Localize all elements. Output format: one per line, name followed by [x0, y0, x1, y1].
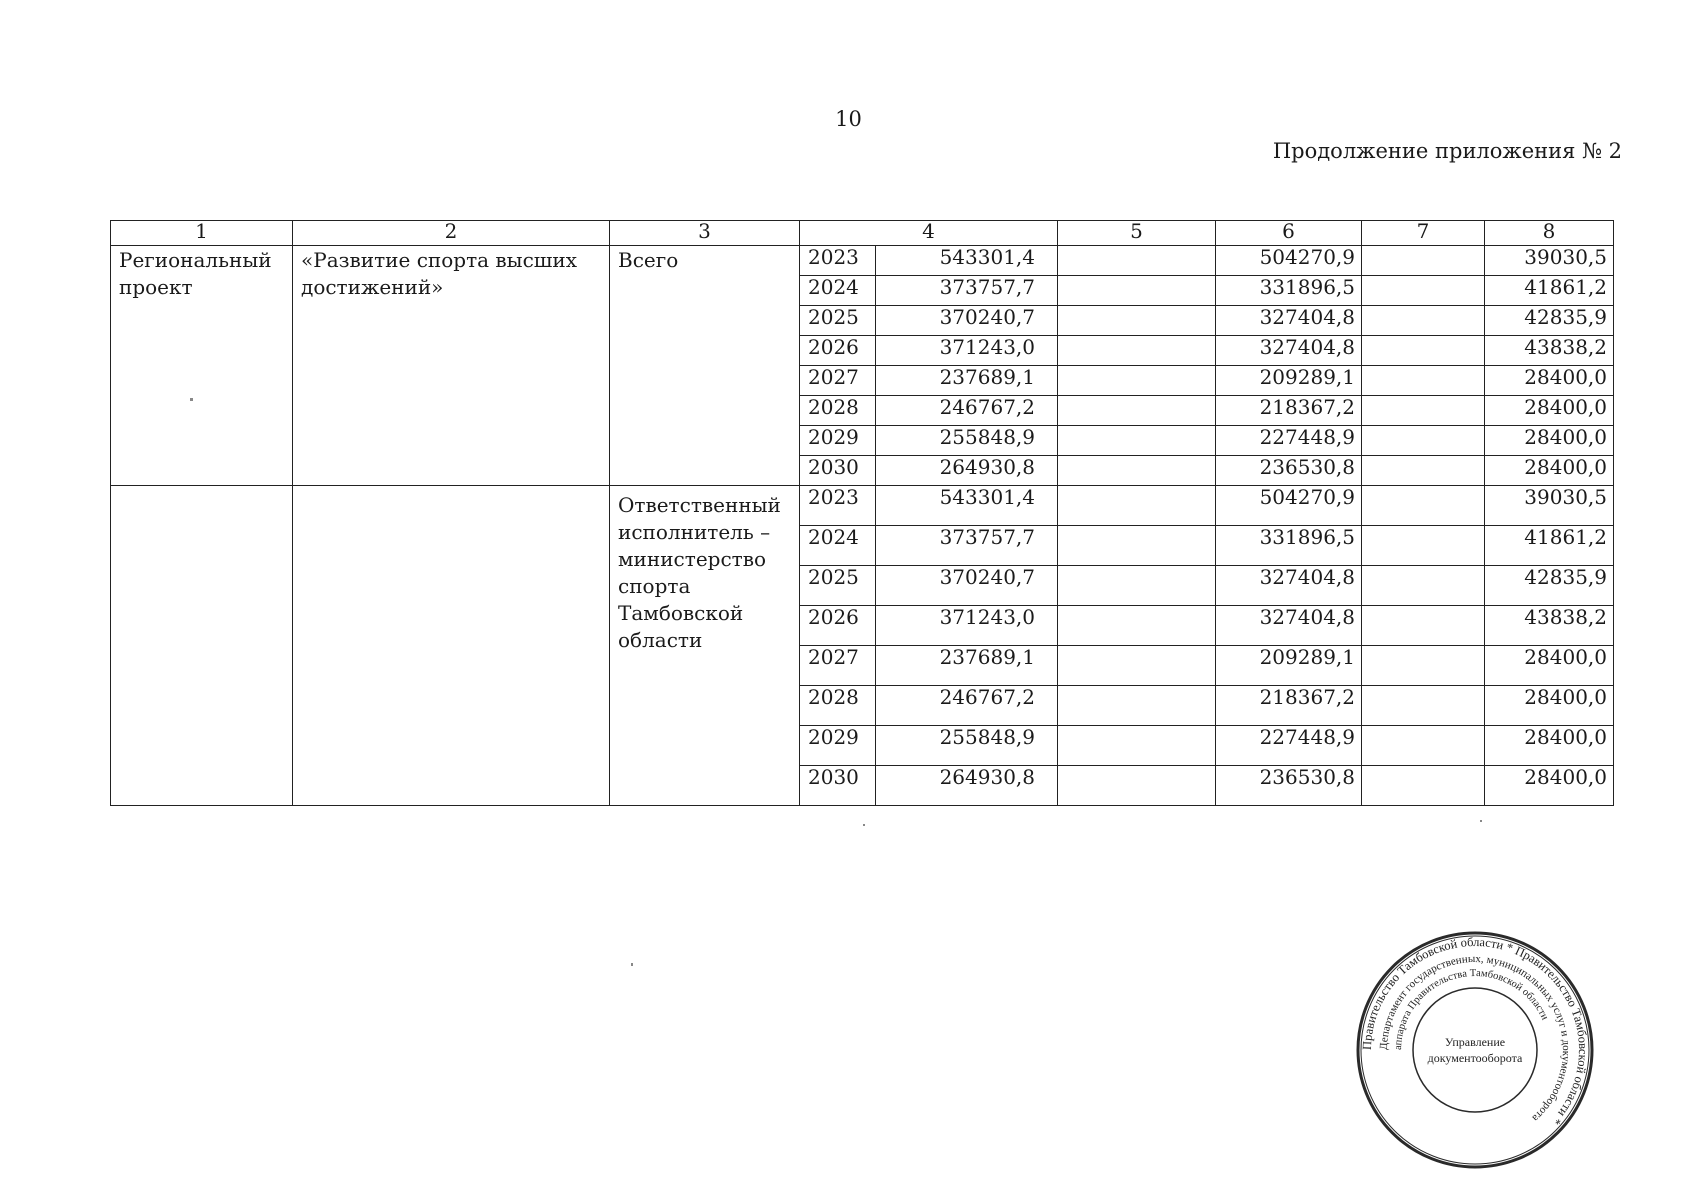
- column8-amount-cell: 28400,0: [1485, 686, 1614, 726]
- column8-amount-cell: 28400,0: [1485, 426, 1614, 456]
- year-cell: 2023: [800, 486, 876, 526]
- year-cell: 2028: [800, 396, 876, 426]
- total-amount-cell: 237689,1: [876, 646, 1058, 686]
- year-cell: 2029: [800, 426, 876, 456]
- column5-cell: [1058, 766, 1216, 806]
- stamp-outer-ring-text: Правительство Тамбовской области * Правительство Тамбовской области *: [1359, 934, 1591, 1128]
- project-type-cell: Региональный проект: [111, 246, 293, 486]
- column-number-cell: 8: [1485, 221, 1614, 246]
- column7-cell: [1362, 456, 1485, 486]
- column8-amount-cell: 28400,0: [1485, 646, 1614, 686]
- column8-amount-cell: 28400,0: [1485, 456, 1614, 486]
- column7-cell: [1362, 646, 1485, 686]
- scan-speck: [190, 398, 193, 401]
- stamp-inner-ring-text: аппарата Правительства Тамбовской области: [1392, 967, 1551, 1051]
- column6-amount-cell: 327404,8: [1216, 336, 1362, 366]
- page-number: 10: [835, 107, 862, 131]
- column5-cell: [1058, 306, 1216, 336]
- column8-amount-cell: 43838,2: [1485, 336, 1614, 366]
- column7-cell: [1362, 566, 1485, 606]
- column5-cell: [1058, 276, 1216, 306]
- year-cell: 2027: [800, 366, 876, 396]
- column7-cell: [1362, 306, 1485, 336]
- year-cell: 2027: [800, 646, 876, 686]
- year-cell: 2026: [800, 606, 876, 646]
- year-cell: 2030: [800, 766, 876, 806]
- column5-cell: [1058, 486, 1216, 526]
- year-cell: 2023: [800, 246, 876, 276]
- column8-amount-cell: 42835,9: [1485, 566, 1614, 606]
- budget-table: [110, 220, 1614, 806]
- column6-amount-cell: 227448,9: [1216, 426, 1362, 456]
- column-number-row: [111, 221, 1614, 246]
- column7-cell: [1362, 686, 1485, 726]
- column8-amount-cell: 41861,2: [1485, 276, 1614, 306]
- column6-amount-cell: 504270,9: [1216, 246, 1362, 276]
- column5-cell: [1058, 726, 1216, 766]
- column6-amount-cell: 327404,8: [1216, 606, 1362, 646]
- column8-amount-cell: 39030,5: [1485, 486, 1614, 526]
- column6-amount-cell: 218367,2: [1216, 396, 1362, 426]
- total-amount-cell: 370240,7: [876, 566, 1058, 606]
- column8-amount-cell: 39030,5: [1485, 246, 1614, 276]
- total-amount-cell: 255848,9: [876, 726, 1058, 766]
- total-amount-cell: 371243,0: [876, 606, 1058, 646]
- column7-cell: [1362, 766, 1485, 806]
- year-cell: 2025: [800, 566, 876, 606]
- column-number-cell: 4: [800, 221, 1058, 246]
- column5-cell: [1058, 606, 1216, 646]
- total-amount-cell: 543301,4: [876, 246, 1058, 276]
- total-amount-cell: 373757,7: [876, 526, 1058, 566]
- column-number-cell: 7: [1362, 221, 1485, 246]
- year-cell: 2028: [800, 686, 876, 726]
- column8-amount-cell: 43838,2: [1485, 606, 1614, 646]
- column7-cell: [1362, 276, 1485, 306]
- column5-cell: [1058, 566, 1216, 606]
- column7-cell: [1362, 426, 1485, 456]
- column8-amount-cell: 28400,0: [1485, 726, 1614, 766]
- year-cell: 2024: [800, 276, 876, 306]
- column5-cell: [1058, 246, 1216, 276]
- column5-cell: [1058, 336, 1216, 366]
- total-amount-cell: 370240,7: [876, 306, 1058, 336]
- total-amount-cell: 246767,2: [876, 396, 1058, 426]
- total-amount-cell: 371243,0: [876, 336, 1058, 366]
- column6-amount-cell: 218367,2: [1216, 686, 1362, 726]
- column-number-cell: 2: [293, 221, 610, 246]
- column8-amount-cell: 41861,2: [1485, 526, 1614, 566]
- column7-cell: [1362, 246, 1485, 276]
- stamp-seal-graphic: [1355, 930, 1595, 1170]
- total-amount-cell: 264930,8: [876, 766, 1058, 806]
- funding-source-cell: Ответственный исполнитель – министерство спорта Тамбовской области: [610, 486, 800, 806]
- table-row: [111, 486, 1614, 526]
- column7-cell: [1362, 336, 1485, 366]
- column6-amount-cell: 331896,5: [1216, 526, 1362, 566]
- stamp-middle-ring-text: Департамент государственных, муниципальных услуг и документооборота: [1377, 952, 1573, 1125]
- column-number-cell: 6: [1216, 221, 1362, 246]
- appendix-continuation-note: Продолжение приложения № 2: [1272, 139, 1622, 163]
- column-number-cell: 5: [1058, 221, 1216, 246]
- table-row: [111, 246, 1614, 276]
- column6-amount-cell: 327404,8: [1216, 306, 1362, 336]
- column5-cell: [1058, 396, 1216, 426]
- total-amount-cell: 543301,4: [876, 486, 1058, 526]
- total-amount-cell: 264930,8: [876, 456, 1058, 486]
- column6-amount-cell: 327404,8: [1216, 566, 1362, 606]
- column8-amount-cell: 28400,0: [1485, 366, 1614, 396]
- column8-amount-cell: 28400,0: [1485, 766, 1614, 806]
- column7-cell: [1362, 366, 1485, 396]
- empty-cell: [111, 486, 293, 806]
- scan-speck: [1480, 820, 1482, 822]
- official-stamp: [1355, 930, 1595, 1170]
- column5-cell: [1058, 646, 1216, 686]
- project-name-cell: «Развитие спорта высших достижений»: [293, 246, 610, 486]
- column8-amount-cell: 42835,9: [1485, 306, 1614, 336]
- column5-cell: [1058, 426, 1216, 456]
- column5-cell: [1058, 366, 1216, 396]
- column7-cell: [1362, 526, 1485, 566]
- total-amount-cell: 246767,2: [876, 686, 1058, 726]
- stamp-center-line1: Управление: [1444, 1035, 1506, 1049]
- column7-cell: [1362, 486, 1485, 526]
- funding-source-cell: Всего: [610, 246, 800, 486]
- column-number-cell: 3: [610, 221, 800, 246]
- scan-speck: [631, 963, 633, 966]
- column8-amount-cell: 28400,0: [1485, 396, 1614, 426]
- year-cell: 2024: [800, 526, 876, 566]
- column6-amount-cell: 209289,1: [1216, 646, 1362, 686]
- table-body: [111, 221, 1614, 806]
- year-cell: 2026: [800, 336, 876, 366]
- column5-cell: [1058, 526, 1216, 566]
- scan-speck: [863, 824, 865, 826]
- column6-amount-cell: 236530,8: [1216, 456, 1362, 486]
- year-cell: 2029: [800, 726, 876, 766]
- column-number-cell: 1: [111, 221, 293, 246]
- column6-amount-cell: 236530,8: [1216, 766, 1362, 806]
- total-amount-cell: 255848,9: [876, 426, 1058, 456]
- total-amount-cell: 373757,7: [876, 276, 1058, 306]
- column7-cell: [1362, 606, 1485, 646]
- column7-cell: [1362, 726, 1485, 766]
- column5-cell: [1058, 456, 1216, 486]
- stamp-center-line2: документооборота: [1427, 1051, 1523, 1065]
- column6-amount-cell: 209289,1: [1216, 366, 1362, 396]
- empty-cell: [293, 486, 610, 806]
- column5-cell: [1058, 686, 1216, 726]
- column6-amount-cell: 331896,5: [1216, 276, 1362, 306]
- column7-cell: [1362, 396, 1485, 426]
- year-cell: 2030: [800, 456, 876, 486]
- year-cell: 2025: [800, 306, 876, 336]
- column6-amount-cell: 227448,9: [1216, 726, 1362, 766]
- column6-amount-cell: 504270,9: [1216, 486, 1362, 526]
- total-amount-cell: 237689,1: [876, 366, 1058, 396]
